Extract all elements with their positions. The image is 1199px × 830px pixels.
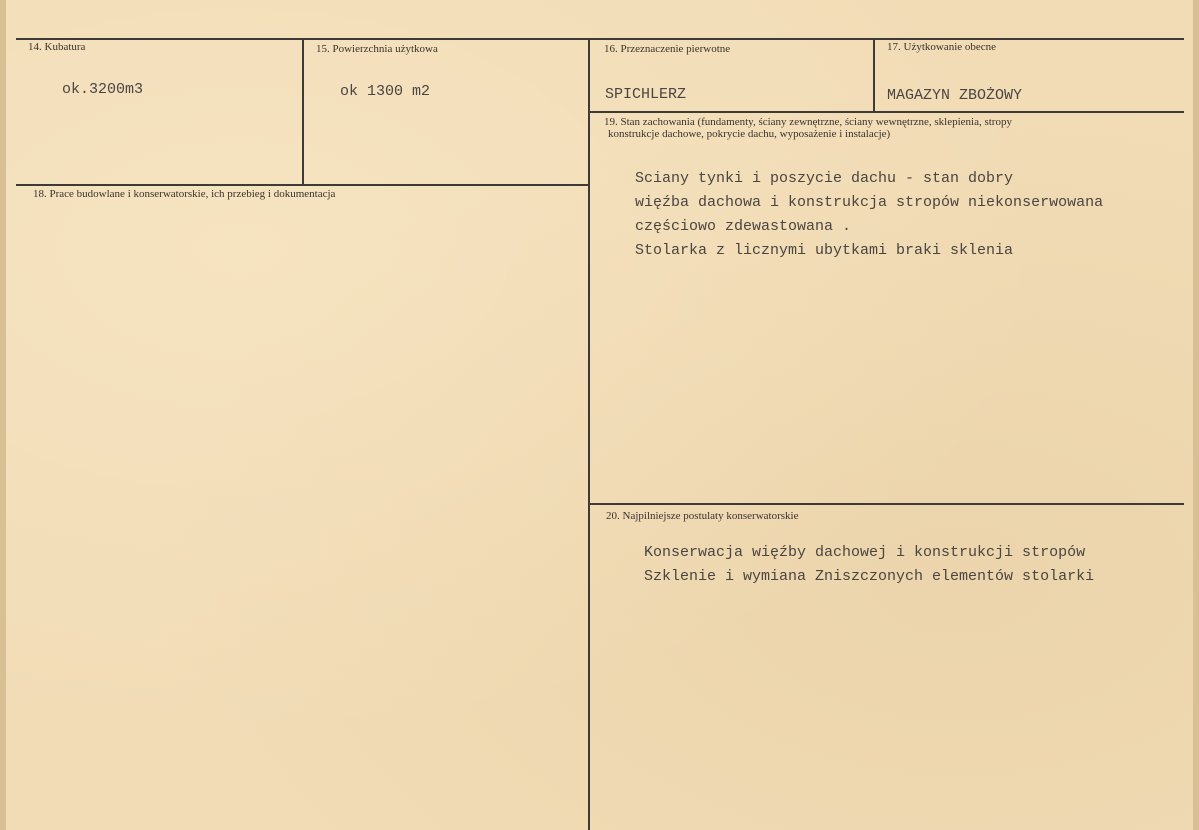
field-19-line-2: więźba dachowa i konstrukcja stropów niekonserwowana [635,194,1104,211]
field-19-text [635,167,1103,263]
field-19-label-line1: 19. Stan zachowania (fundamenty, ściany zewnętrzne, ściany wewnętrzne, sklepienia, stropy [604,116,1012,128]
field-16-label: 16. Przeznaczenie pierwotne [604,43,731,55]
field-20-label: 20. Najpilniejsze postulaty konserwatorskie [606,510,799,522]
field-14-label: 14. Kubatura [28,41,86,53]
divider-16-17 [873,38,875,112]
field-15-value: ok 1300 m2 [340,83,431,100]
field-19-label-line2: konstrukcje dachowe, pokrycie dachu, wyposażenie i instalacje) [608,128,891,140]
divider-14-15 [302,38,304,186]
field-20-line-2: Szklenie i wymiana Zniszczonych elementów stolarki [644,568,1095,585]
field-20-line-1: Konserwacja więźby dachowej i konstrukcji stropów [644,544,1086,561]
field-14-value: ok.3200m3 [62,81,144,98]
card-edge-left [0,0,6,830]
top-border-line [16,38,1184,40]
field-19-line-1: Sciany tynki i poszycie dachu - stan dobry [635,170,1014,187]
field-18-label: 18. Prace budowlane i konserwatorskie, ich przebieg i dokumentacja [33,188,336,200]
card-edge-right [1193,0,1199,830]
field-15-label: 15. Powierzchnia użytkowa [316,43,438,55]
divider-left-right [588,38,590,830]
divider-below-16-17 [590,111,1184,113]
field-16-value: SPICHLERZ [605,86,687,103]
field-19-line-4: Stolarka z licznymi ubytkami braki sklenia [635,242,1014,259]
divider-below-14-15 [16,184,589,186]
field-19-line-3: częściowo zdewastowana . [635,218,852,235]
field-17-label: 17. Użytkowanie obecne [887,41,997,53]
divider-19-20 [590,503,1184,505]
field-20-text [644,541,1094,589]
field-17-value: MAGAZYN ZBOŻOWY [887,87,1023,104]
